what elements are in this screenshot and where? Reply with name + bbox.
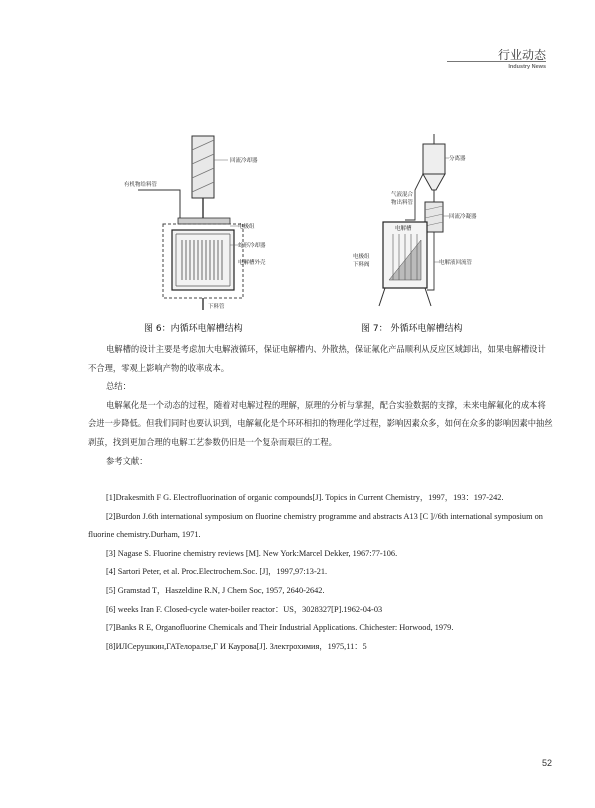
fig7-label-discharge-valve: 下料阀	[353, 262, 370, 268]
reference-item: [4] Sartori Peter, et al. Proc.Electrochem.Soc. [J]，1997,97:13-21.	[106, 567, 328, 577]
reference-item: [7]Banks R E, Organofluorine Chemicals and Their Industrial Applications. Chichester: Horwood, 1979.	[106, 623, 454, 633]
summary-heading: 总结：	[106, 381, 131, 392]
header-rule	[447, 61, 546, 62]
fig7-label-return-pipe: 电解液回流管	[439, 260, 473, 266]
reference-item: [2]Burdon J.6th international symposium on fluorine chemistry programme and abstracts A13 [C ]//6th international symposium on fluorine chemistry.Durham, 1971.	[88, 511, 543, 540]
fig7-label-feed-1: 气液混合	[391, 192, 414, 198]
reference-item: [8]ИЛСерушкин,ГАТелоралзе,Г И Каурова[J]. Злектрохимия，1975,11：5	[106, 641, 367, 651]
fig6-label-discharge: 下料管	[208, 304, 225, 310]
figure-7-caption: 图 7： 外循环电解槽结构	[361, 324, 463, 334]
figure-6-caption: 图 6：内循环电解槽结构	[144, 324, 243, 334]
fig7-label-electrode-group: 电极组	[353, 254, 370, 260]
body-text	[88, 340, 554, 470]
reference-item: [1]Drakesmith F G. Electrofluorination of organic compounds[J]. Topics in Current Chemistry，1997，193：197-242.	[106, 493, 504, 502]
references-heading: 参考文献：	[106, 455, 148, 466]
reference-item: [5] Gramstad T，Haszeldine R.N, J Chem Soc, 1957, 2640-2642.	[106, 585, 325, 595]
header-subtitle: Industry News	[508, 64, 546, 70]
fig7-label-separator: 分离器	[449, 156, 466, 162]
fig7-label-cell: 电解槽	[395, 226, 412, 232]
fig6-label-electrode-group: 电极组	[238, 224, 255, 230]
fig6-label-reflux-condenser: 回流冷却器	[230, 158, 258, 164]
fig6-label-cell-shell: 电解槽外壳	[238, 260, 266, 266]
fig6-label-organic-feed: 有机物给料管	[124, 182, 158, 188]
reference-item: [3] Nagase S. Fluorine chemistry reviews [M]. New York:Marcel Dekker, 1967:77-106.	[106, 548, 398, 558]
fig6-label-coil-cooler: 蛇形冷却器	[238, 243, 266, 249]
figure-6-diagram	[120, 130, 320, 315]
page-number: 52	[541, 758, 552, 768]
paragraph-design: 电解槽的设计主要是考虑加大电解液循环，保证电解槽内、外散热，保证氟化产品顺利从反应区域卸出，如果电解槽设计不合理，零观上影响产物的收率成本。	[88, 344, 546, 373]
fig7-label-feed-2: 物出料管	[391, 200, 414, 206]
reference-item: [6] weeks Iran F. Closed-cycle water-boiler reactor：US，3028327[P].1962-04-03	[106, 604, 383, 614]
reference-list	[88, 489, 554, 656]
fig7-label-reflux-condenser: 回流冷凝器	[449, 214, 477, 220]
paragraph-summary: 电解氟化是一个动态的过程，随着对电解过程的理解，原理的分析与掌握，配合实验数据的支撑，未来电解氟化的成本将会进一步降低。但我们同时也要认识到，电解氟化是个环环相扣的物理化学过程，影响因素众多，如何在众多的影响因素中抽丝剥茧，找到更加合理的电解工艺参数仍旧是一个复杂而艰巨的工程。	[88, 399, 553, 447]
figure-7-diagram	[345, 130, 505, 315]
header-title: 行业动态	[497, 48, 546, 62]
